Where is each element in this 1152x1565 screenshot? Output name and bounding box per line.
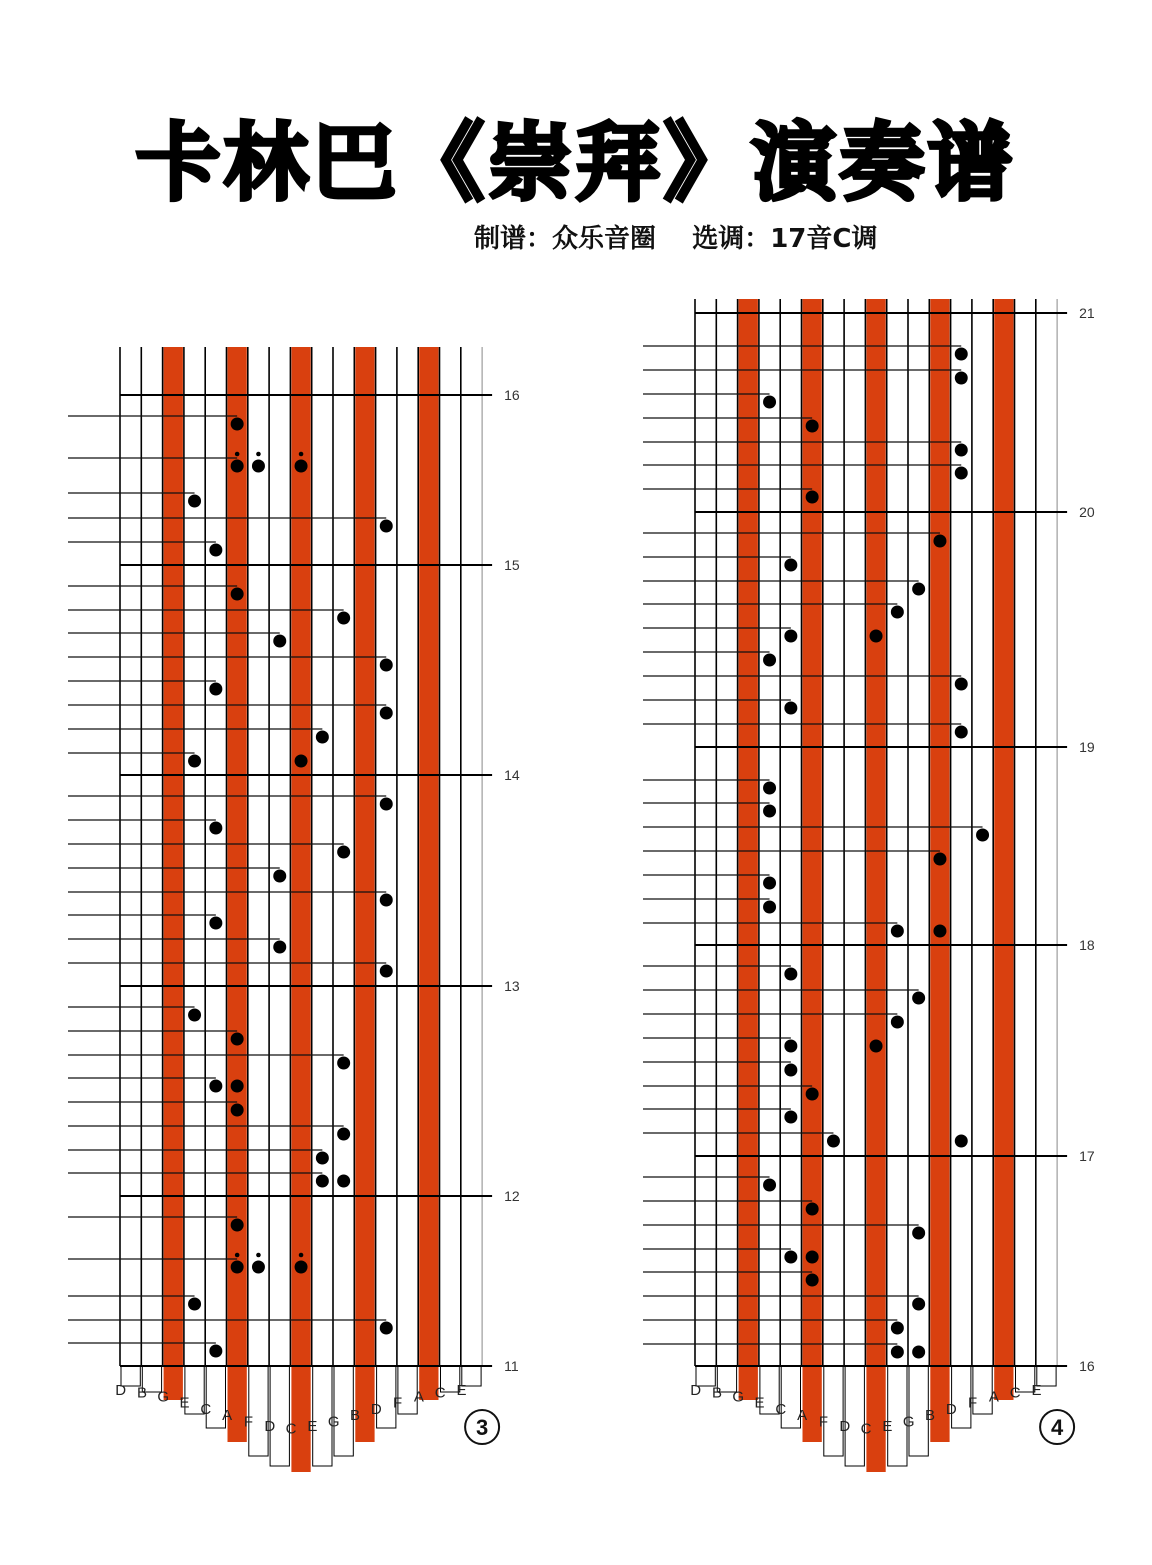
note-dot [912,1298,925,1311]
tine-B-orange [355,347,374,1442]
octave-dot [235,452,240,457]
note-dot [955,348,968,361]
note-dot [955,1135,968,1148]
note-dot [806,1251,819,1264]
key-label-F: F [967,1394,978,1412]
measure-number: 21 [1079,305,1095,321]
key-label-D: D [945,1400,957,1418]
key-label-G: G [732,1388,745,1406]
key-label-F: F [818,1413,829,1431]
key-label-C: C [200,1400,212,1418]
note-dot [188,1298,201,1311]
note-dot [976,829,989,842]
note-dot [784,1040,797,1053]
tab-panel-4 [643,299,1095,1472]
note-dot [891,1016,904,1029]
octave-dot [256,452,261,457]
tine-A-orange [994,299,1013,1400]
note-dot [912,583,925,596]
note-dot [209,544,222,557]
key-label-E: E [754,1394,765,1412]
note-dot [955,444,968,457]
tine-A-orange [419,347,438,1400]
note-dot [806,1088,819,1101]
note-dot [209,683,222,696]
key-label-E: E [456,1382,467,1399]
measure-number: 20 [1079,504,1095,520]
note-dot [806,1274,819,1287]
note-dot [231,418,244,431]
note-dot [337,1128,350,1141]
note-dot [209,1345,222,1358]
note-dot [273,941,286,954]
measure-number: 16 [1079,1358,1095,1374]
note-dot [784,702,797,715]
key-label-D: D [115,1382,127,1399]
note-dot [806,491,819,504]
key-label-F: F [392,1394,403,1412]
measure-number: 16 [504,387,520,403]
tine-C-orange [291,347,310,1472]
tine-A-orange [228,347,247,1442]
measure-number: 17 [1079,1148,1095,1164]
key-label-D: D [839,1418,851,1435]
note-dot [380,965,393,978]
note-dot [763,805,776,818]
key-label-C: C [434,1384,446,1402]
note-dot [316,1152,329,1165]
key-label-A: A [797,1407,808,1425]
key-label-B: B [924,1407,935,1425]
key-label-E: E [882,1418,893,1435]
note-dot [912,1346,925,1359]
measure-number: 11 [504,1358,519,1374]
note-dot [252,1261,265,1274]
note-dot [763,1179,776,1192]
key-label-G: G [902,1413,915,1431]
note-dot [295,755,308,768]
key-label-C: C [775,1400,787,1418]
key-label-G: G [327,1413,340,1431]
note-dot [209,1080,222,1093]
tine-G-orange [739,299,758,1400]
note-dot [933,925,946,938]
note-dot [784,968,797,981]
note-dot [380,894,393,907]
note-dot [231,588,244,601]
note-dot [891,606,904,619]
note-dot [316,1175,329,1188]
measure-number: 14 [504,767,520,783]
note-dot [231,1219,244,1232]
note-dot [380,707,393,720]
key-label-E: E [1031,1382,1042,1399]
tine-F-white [249,1366,268,1456]
key-label-C: C [860,1420,872,1438]
note-dot [188,755,201,768]
key-label-C: C [1009,1384,1021,1402]
key-label-E: E [307,1418,318,1435]
tine-A-orange [803,299,822,1442]
key-label-E: E [179,1394,190,1412]
key-label-D: D [370,1400,382,1418]
note-dot [295,1261,308,1274]
octave-dot [235,1253,240,1258]
note-dot [784,1251,797,1264]
key-label-D: D [264,1418,276,1435]
page-number: 4 [1050,1415,1064,1440]
note-dot [273,870,286,883]
note-dot [337,1175,350,1188]
note-dot [231,1080,244,1093]
note-dot [784,559,797,572]
note-dot [933,535,946,548]
note-dot [231,1104,244,1117]
key-label-A: A [413,1388,424,1406]
note-dot [955,372,968,385]
note-dot [188,1009,201,1022]
key-label-B: B [711,1384,722,1402]
note-dot [784,1111,797,1124]
page-title: 卡林巴《崇拜》演奏谱 [135,114,1016,212]
note-dot [827,1135,840,1148]
note-dot [891,925,904,938]
key-label-F: F [243,1413,254,1431]
octave-dot [299,452,304,457]
note-dot [806,420,819,433]
note-dot [933,853,946,866]
measure-number: 19 [1079,739,1095,755]
note-dot [784,630,797,643]
note-dot [188,495,201,508]
note-dot [763,877,776,890]
note-dot [273,635,286,648]
note-dot [763,901,776,914]
measure-number: 15 [504,557,520,573]
octave-dot [256,1253,261,1258]
note-dot [870,630,883,643]
key-label-B: B [136,1384,147,1402]
note-dot [763,396,776,409]
note-dot [337,612,350,625]
tine-G-orange [164,347,183,1400]
note-dot [380,1322,393,1335]
note-dot [955,467,968,480]
note-dot [380,520,393,533]
tine-F-white [824,1366,843,1456]
measure-number: 18 [1079,937,1095,953]
note-dot [337,1057,350,1070]
note-dot [870,1040,883,1053]
key-label-C: C [285,1420,297,1438]
note-dot [209,822,222,835]
key-label-A: A [222,1407,233,1425]
tine-D-white [845,1366,864,1466]
tine-B-orange [930,299,949,1442]
key-label-D: D [690,1382,702,1399]
note-dot [337,846,350,859]
note-dot [763,782,776,795]
note-dot [955,726,968,739]
measure-number: 12 [504,1188,520,1204]
note-dot [784,1064,797,1077]
note-dot [316,731,329,744]
tab-panel-3 [68,347,520,1472]
tine-D-white [270,1366,289,1466]
note-dot [763,654,776,667]
measure-number: 13 [504,978,520,994]
subtitle-credits: 制谱：众乐音圈 选调：17音C调 [474,224,878,254]
page-number: 3 [475,1415,489,1440]
key-label-G: G [157,1388,170,1406]
note-dot [912,992,925,1005]
note-dot [380,798,393,811]
note-dot [231,460,244,473]
key-label-A: A [988,1388,999,1406]
note-dot [806,1203,819,1216]
note-dot [891,1322,904,1335]
note-dot [955,678,968,691]
note-dot [252,460,265,473]
note-dot [231,1261,244,1274]
note-dot [912,1227,925,1240]
note-dot [209,917,222,930]
octave-dot [299,1253,304,1258]
note-dot [231,1033,244,1046]
key-label-B: B [349,1407,360,1425]
note-dot [380,659,393,672]
note-dot [295,460,308,473]
note-dot [891,1346,904,1359]
